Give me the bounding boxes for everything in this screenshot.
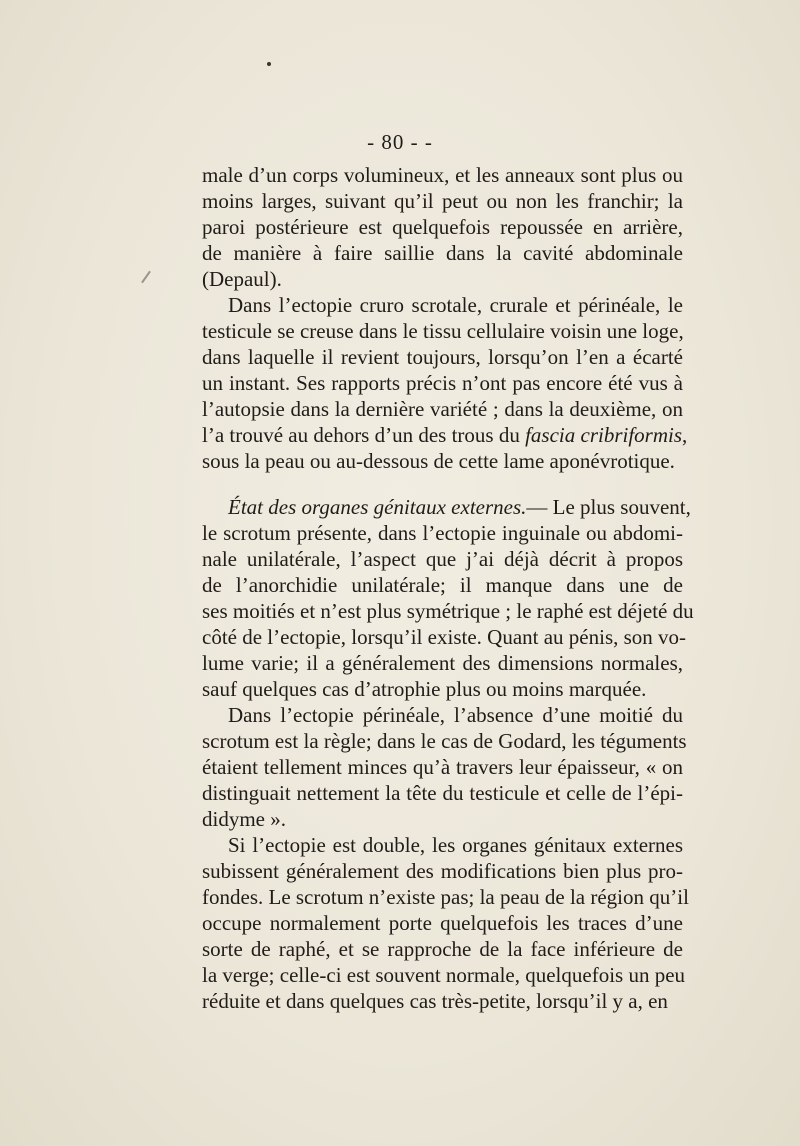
text-line: lume varie; il a généralement des dimensions normales,: [202, 651, 683, 675]
text-line: male d’un corps volumineux, et les anneaux sont plus ou: [202, 163, 683, 187]
text-line: de l’anorchidie unilatérale; il manque dans une de: [202, 573, 683, 597]
text-line: sorte de raphé, et se rapproche de la face inférieure de: [202, 937, 683, 961]
text-line: moins larges, suivant qu’il peut ou non les franchir; la: [202, 189, 683, 213]
text-line: sous la peau ou au-dessous de cette lame aponévrotique.: [202, 449, 675, 473]
text-line: côté de l’ectopie, lorsqu’il existe. Quant au pénis, son vo-: [202, 625, 687, 649]
ink-speck: [267, 62, 271, 66]
text-line: occupe normalement porte quelquefois les traces d’une: [202, 911, 683, 935]
paragraph: [202, 292, 688, 474]
paragraph: [202, 494, 694, 702]
text-line: fondes. Le scrotum n’existe pas; la peau de la région qu’il: [202, 885, 689, 909]
text-line: distinguait nettement la tête du testicule et celle de l’épi-: [202, 781, 683, 805]
text-line: État des organes génitaux externes.— Le plus souvent,: [228, 495, 691, 519]
paragraph: [202, 702, 687, 832]
text-line: la verge; celle-ci est souvent normale, quelquefois un peu: [202, 963, 686, 987]
text-line: testicule se creuse dans le tissu cellulaire voisin une loge,: [202, 319, 684, 343]
text-line: un instant. Ses rapports précis n’ont pas encore été vus à: [202, 371, 683, 395]
text-line: Dans l’ectopie cruro scrotale, crurale et périnéale, le: [228, 293, 683, 317]
page-number: - 80 - -: [367, 130, 433, 154]
text-line: ses moitiés et n’est plus symétrique ; le raphé est déjeté du: [202, 599, 694, 623]
text-line: dans laquelle il revient toujours, lorsqu’on l’en a écarté: [202, 345, 683, 369]
text-line: l’a trouvé au dehors d’un des trous du fascia cribriformis,: [202, 423, 688, 447]
text-line: sauf quelques cas d’atrophie plus ou moins marquée.: [202, 677, 647, 701]
text-line: nale unilatérale, l’aspect que j’ai déjà décrit à propos: [202, 547, 683, 571]
body-text: [202, 162, 694, 1014]
text-line: Dans l’ectopie périnéale, l’absence d’une moitié du: [228, 703, 683, 727]
text-line: le scrotum présente, dans l’ectopie inguinale ou abdomi-: [202, 521, 683, 545]
paragraph-gap: [202, 474, 683, 494]
text-line: (Depaul).: [202, 267, 282, 291]
text-line: de manière à faire saillie dans la cavité abdominale: [202, 241, 683, 265]
margin-mark: [141, 271, 151, 284]
text-line: étaient tellement minces qu’à travers leur épaisseur, « on: [202, 755, 683, 779]
text-line: paroi postérieure est quelquefois repoussée en arrière,: [202, 215, 683, 239]
text-line: Si l’ectopie est double, les organes génitaux externes: [228, 833, 683, 857]
paragraph: [202, 162, 683, 292]
text-line: scrotum est la règle; dans le cas de Godard, les téguments: [202, 729, 687, 753]
text-line: l’autopsie dans la dernière variété ; dans la deuxième, on: [202, 397, 683, 421]
text-line: réduite et dans quelques cas très-petite, lorsqu’il y a, en: [202, 989, 668, 1013]
paragraph: [202, 832, 689, 1014]
text-line: subissent généralement des modifications bien plus pro-: [202, 859, 683, 883]
text-line: didyme ».: [202, 807, 286, 831]
